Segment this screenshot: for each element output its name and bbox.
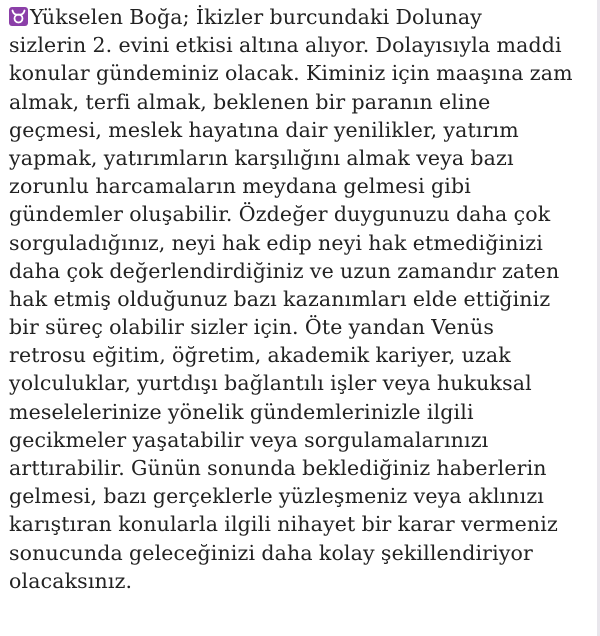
text-line: gecikmeler yaşatabilir veya sorgulamalarınızı [9, 427, 489, 452]
horoscope-text [9, 3, 595, 595]
text-line: sizlerin 2. evini etkisi altına alıyor. Dolayısıyla maddi [9, 33, 562, 58]
text-line: gelmesi, bazı gerçeklerle yüzleşmeniz veya aklınızı [9, 484, 544, 509]
text-line: bir süreç olabilir sizler için. Öte yandan Venüs [9, 315, 495, 340]
text-line: gündemler oluşabilir. Özdeğer duygunuzu daha çok [9, 202, 551, 227]
taurus-icon [9, 7, 28, 26]
text-line: sorguladığınız, neyi hak edip neyi hak etmediğinizi [9, 230, 543, 255]
text-line: olacaksınız. [9, 568, 133, 593]
text-line: retrosu eğitim, öğretim, akademik kariyer, uzak [9, 343, 511, 368]
text-line: yapmak, yatırımların karşılığını almak veya bazı [9, 145, 514, 170]
text-line: meselelerinize yönelik gündemlerinizle ilgili [9, 399, 474, 424]
text-line: arttırabilir. Günün sonunda beklediğiniz haberlerin [9, 456, 547, 480]
text-line: yolculuklar, yurtdışı bağlantılı işler veya hukuksal [9, 371, 532, 396]
text-line: geçmesi, meslek hayatına dair yenilikler, yatırım [9, 117, 519, 142]
text-line: almak, terfi almak, beklenen bir paranın eline [9, 89, 491, 114]
text-line: hak etmiş olduğunuz bazı kazanımları elde ettiğiniz [9, 286, 551, 311]
text-line [9, 3, 595, 31]
text-line-1: Yükselen Boğa; İkizler burcundaki Dolunay [30, 5, 483, 29]
text-line: konular gündeminiz olacak. Kiminiz için maaşına zam [9, 61, 573, 86]
text-line: zorunlu harcamaların meydana gelmesi gibi [9, 174, 471, 199]
left-edge [0, 0, 5, 636]
text-line: daha çok değerlendirdiğiniz ve uzun zamandır zaten [9, 258, 560, 283]
text-line: karıştıran konularla ilgili nihayet bir karar vermeniz [9, 512, 558, 537]
text-line: sonucunda geleceğinizi daha kolay şekillendiriyor [9, 540, 533, 565]
